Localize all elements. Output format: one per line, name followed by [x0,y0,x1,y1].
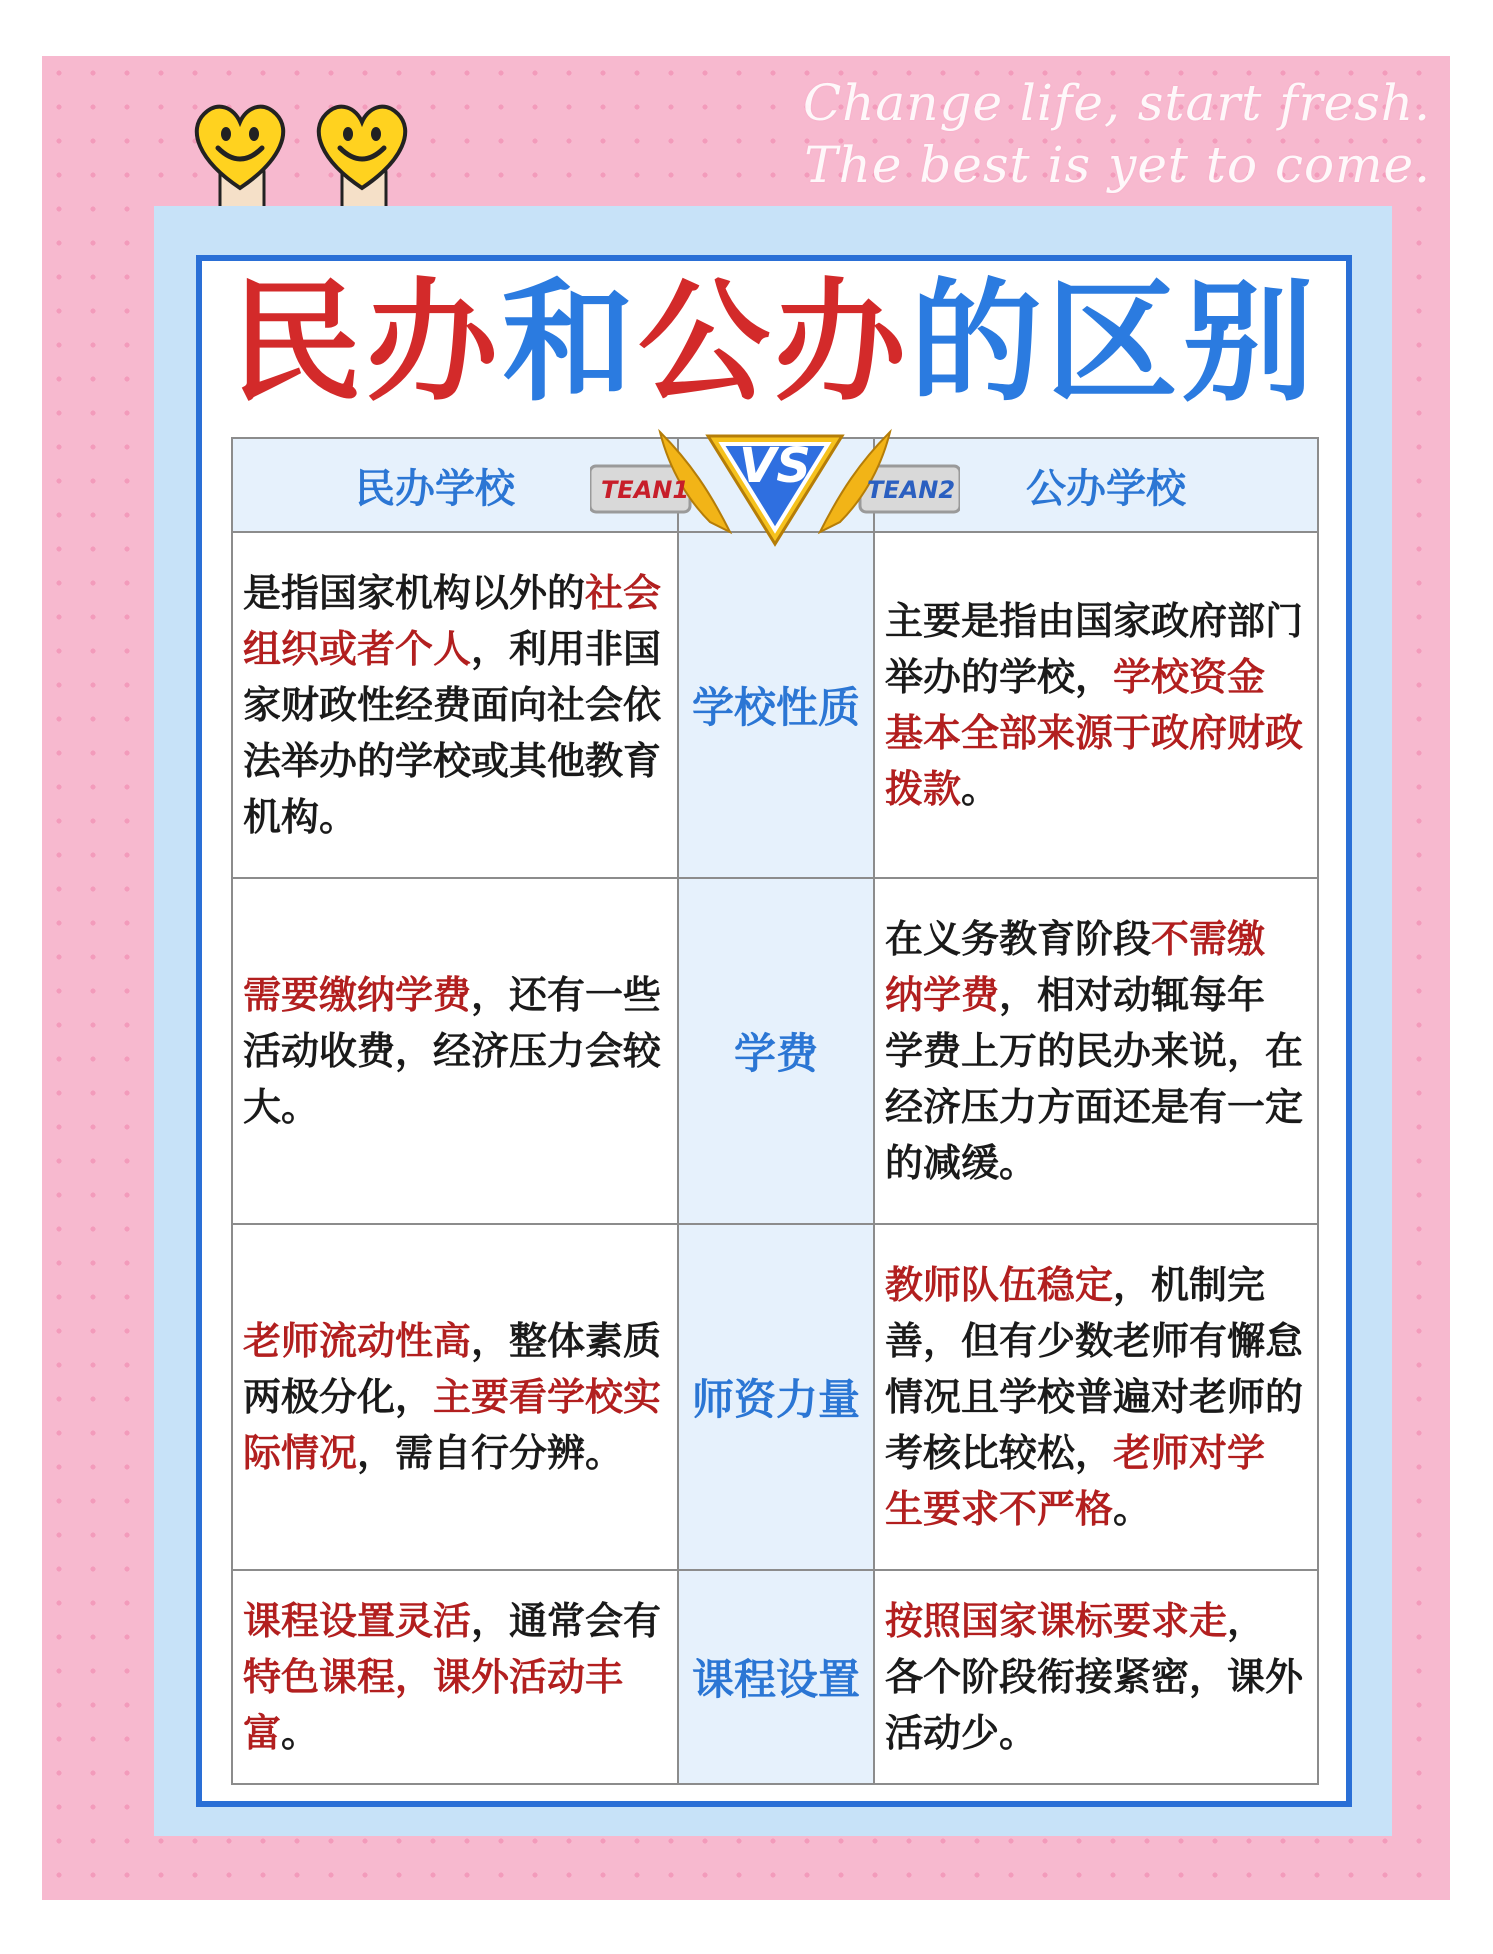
highlighted-text: 教师队伍稳定 [885,1263,1114,1307]
highlighted-text: 不需缴纳学费 [885,917,1266,1017]
table-row [232,1570,1318,1784]
body-text: ，通常会有 [471,1599,662,1643]
header-private-school-label: 民办学校 [355,465,515,512]
vs-label: VS [739,438,811,494]
category-label: 课程设置 [678,1570,874,1784]
body-text: 在义务教育阶段 [885,917,1152,961]
body-text: ，还有一些活动收费，经济压力会较大。 [243,973,662,1129]
highlighted-text: 按照国家课标要求走 [885,1599,1228,1643]
table-row [232,1224,1318,1570]
category-label: 学费 [678,878,874,1224]
highlighted-text: 老师对学生要求不严格 [885,1431,1266,1531]
title-part-difference: 的区别 [910,266,1318,420]
body-text: ，各个阶段衔接紧密，课外活动少。 [885,1599,1304,1755]
page-title [196,268,1352,418]
table-row [232,532,1318,878]
body-text: ，相对动辄每年学费上万的民办来说，在经济压力方面还是有一定的减缓。 [885,973,1304,1185]
highlighted-text: 学校资金基本全部来源于政府财政拨款 [885,655,1304,811]
body-text: ，利用非国家财政性经费面向社会依法举办的学校或其他教育机构。 [243,627,662,839]
right-description-cell [874,878,1318,1224]
team2-label: TEAN2 [866,476,956,504]
right-description-cell [874,1570,1318,1784]
title-part-private: 民办 [230,266,502,420]
body-text: 主要是指由国家政府部门举办的学校， [885,599,1304,699]
highlighted-text: 社会组织或者个人 [243,571,662,671]
comparison-table [231,437,1319,1785]
category-label: 学校性质 [678,532,874,878]
body-text: 。 [281,1711,320,1755]
body-text: 。 [1113,1487,1152,1531]
body-text: 。 [961,767,1000,811]
table-row [232,878,1318,1224]
header-public-school-label: 公办学校 [1026,465,1186,512]
category-label: 师资力量 [678,1224,874,1570]
highlighted-text: 特色课程，课外活动丰富 [243,1655,624,1755]
body-text: ，需自行分辨。 [357,1431,624,1475]
body-text: 是指国家机构以外的 [243,571,586,615]
team1-label: TEAN1 [600,476,690,504]
title-part-and: 和 [502,266,638,420]
highlighted-text: 需要缴纳学费 [243,973,472,1017]
left-description-cell [232,878,678,1224]
left-description-cell [232,1224,678,1570]
slogan-line-2: The best is yet to come. [804,136,1431,194]
highlighted-text: 课程设置灵活 [243,1599,472,1643]
title-part-public: 公办 [638,266,910,420]
right-description-cell [874,1224,1318,1570]
left-description-cell [232,532,678,878]
body-text: ，机制完善，但有少数老师有懈怠情况且学校普遍对老师的考核比较松， [885,1263,1304,1475]
left-description-cell [232,1570,678,1784]
right-description-cell [874,532,1318,878]
highlighted-text: 老师流动性高 [243,1319,472,1363]
highlighted-text: 主要看学校实际情况 [243,1375,662,1475]
body-text: ，整体素质两极分化， [243,1319,662,1419]
slogan-line-1: Change life, start fresh. [802,74,1431,132]
